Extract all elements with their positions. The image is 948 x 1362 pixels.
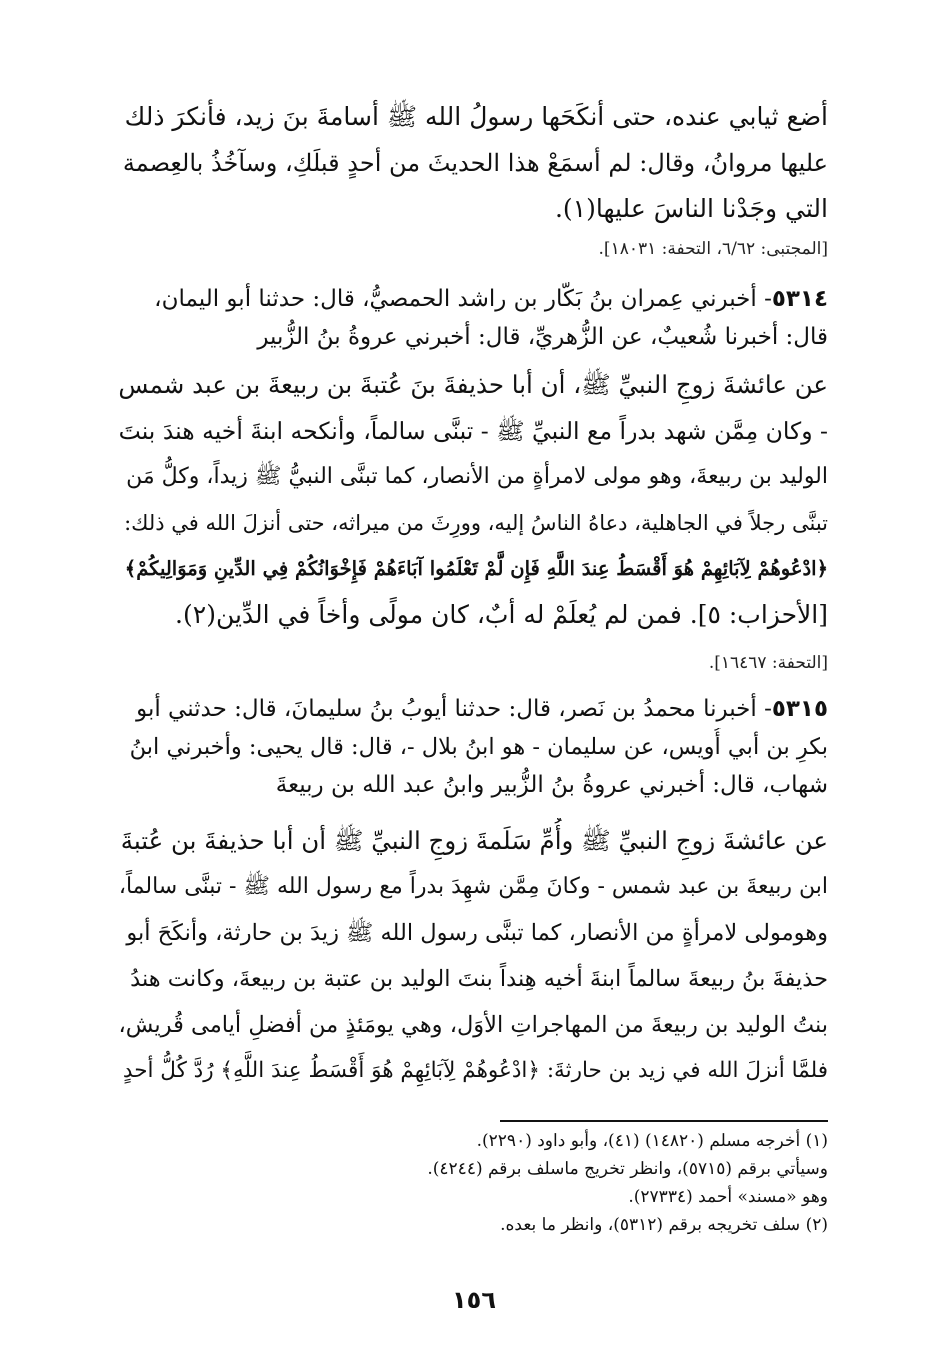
- reference-note: [118, 236, 828, 262]
- footnote-line: (١) أخرجه مسلم (١٤٨٢٠) (٤١)، وأبو داود (٢٢٩٠).: [476, 1131, 828, 1151]
- text-line: فلمَّا أنزلَ الله في زيد بن حارثةَ: ﴿ادْعُوهُمْ لِآبَائِهِمْ هُوَ أَقْسَطُ عِندَ اللَّهِ﴾ رُدَّ كُلُّ أحدٍ: [122, 1058, 828, 1083]
- text-line: وهومولى لامرأةٍ من الأنصار، كما تبنَّى رسول الله ﷺ زيدَ بن حارثة، وأنكَحَ أبو: [126, 920, 828, 946]
- hadith-header-5315: [118, 690, 828, 804]
- isnad-line: شهاب، قال: أخبرني عروةُ بنُ الزُّبير وابنُ عبد الله بن ربيعةَ: [275, 772, 828, 798]
- text-line: التي وجَدْنا الناسَ عليها(١).: [554, 194, 828, 223]
- text-line: ابن ربيعةَ بن عبد شمس - وكانَ مِمَّن شهِدَ بدراً مع رسول الله ﷺ - تبنَّى سالماً،: [118, 874, 828, 899]
- isnad-line: [118, 280, 828, 318]
- footnote-line: وهو «مسند» أحمد (٢٧٣٣٤).: [628, 1187, 828, 1207]
- paragraph-continuation: [118, 94, 828, 232]
- footnote-line: (٢) سلف تخريجه برقم (٥٣١٢)، وانظر ما بعده.: [500, 1215, 828, 1235]
- reference-note: [118, 650, 828, 676]
- isnad-line: قال: أخبرنا شُعيبٌ، عن الزُّهريِّ، قال: أخبرني عروةُ بنُ الزُّبير: [257, 324, 828, 350]
- quran-verse: ﴿ادْعُوهُمْ لِآبَائِهِمْ هُوَ أَقْسَطُ عِندَ اللَّهِ فَإِن لَّمْ تَعْلَمُوا آبَاءَهُمْ فَإِخْوَانُكُمْ فِي الدِّينِ وَمَوَالِيكُمْ﴾: [124, 557, 828, 580]
- hadith-number: ٥٣١٤: [771, 286, 828, 312]
- reference-text: [التحفة: ١٦٤٦٧].: [708, 653, 828, 673]
- footnote-divider: [500, 1120, 828, 1122]
- hadith-number: ٥٣١٥: [771, 696, 828, 722]
- footnotes: [300, 1127, 828, 1239]
- hadith-text-5315: [118, 818, 828, 1094]
- text-line: [الأحزاب: ٥]. فمن لم يُعلَمْ له أبٌ، كان مولًى وأخاً في الدِّين(٢).: [175, 600, 828, 629]
- text-line: حذيفةَ بنُ ربيعةَ سالماً ابنةَ أخيه هِنداً بنتَ الوليد بن عتبة بن ربيعةَ، وكانت هندُ: [130, 966, 828, 992]
- text-line: عن عائشةَ زوجِ النبيِّ ﷺ وأُمِّ سَلَمةَ زوجِ النبيِّ ﷺ أن أبا حذيفةَ بن عُتبةَ: [120, 826, 828, 855]
- isnad-line: بكرِ بن أبي أُويس، عن سليمان - هو ابنُ بلال -، قال: قال يحيى: وأخبرني ابنُ: [129, 734, 828, 760]
- text-line: تبنَّى رجلاً في الجاهلية، دعاهُ الناسُ إليه، وورِثَ من ميراثه، حتى أنزلَ الله في ذلك:: [124, 511, 828, 535]
- isnad-text: - أخبرني عِمران بنُ بَكّار بن راشد الحمصيُّ، قال: حدثنا أبو اليمان،: [154, 286, 772, 312]
- text-line: عليها مروانُ، وقال: لم أسمَعْ هذا الحديثَ من أحدٍ قبلَكِ، وسآخُذُ بالعِصمة: [122, 149, 828, 177]
- hadith-text-5314: [118, 362, 828, 638]
- isnad-text: - أخبرنا محمدُ بن نَصر، قال: حدثنا أيوبُ بنُ سليمانَ، قال: حدثني أبو: [136, 696, 772, 722]
- isnad-line: [118, 690, 828, 728]
- text-line: أضع ثيابي عنده، حتى أنكَحَها رسولُ الله ﷺ أسامةَ بنَ زيد، فأنكرَ ذلك: [124, 102, 828, 131]
- hadith-header-5314: [118, 280, 828, 356]
- text-line: الوليد بن ربيعةَ، وهو مولى لامرأةٍ من الأنصار، كما تبنَّى النبيُّ ﷺ زيداً، وكلُّ مَن: [126, 464, 828, 489]
- reference-text: [المجتبى: ٦/٦٢، التحفة: ١٨٠٣١].: [598, 239, 828, 259]
- text-line: - وكان مِمَّن شهد بدراً مع النبيِّ ﷺ - تبنَّى سالماً، وأنكحه ابنةَ أخيه هندَ بنتَ: [118, 417, 828, 445]
- page-number: ١٥٦: [452, 1286, 496, 1314]
- text-line: بنتُ الوليد بن ربيعةَ من المهاجراتِ الأوَل، وهي يومَئذٍ من أفضلِ أيامى قُريش،: [118, 1012, 828, 1038]
- text-line: عن عائشةَ زوجِ النبيِّ ﷺ، أن أبا حذيفةَ بنَ عُتبةَ بن ربيعةَ بن عبد شمس: [118, 370, 828, 399]
- footnote-line: وسيأتي برقم (٥٧١٥)، وانظر تخريج ماسلف برقم (٤٢٤٤).: [427, 1159, 828, 1179]
